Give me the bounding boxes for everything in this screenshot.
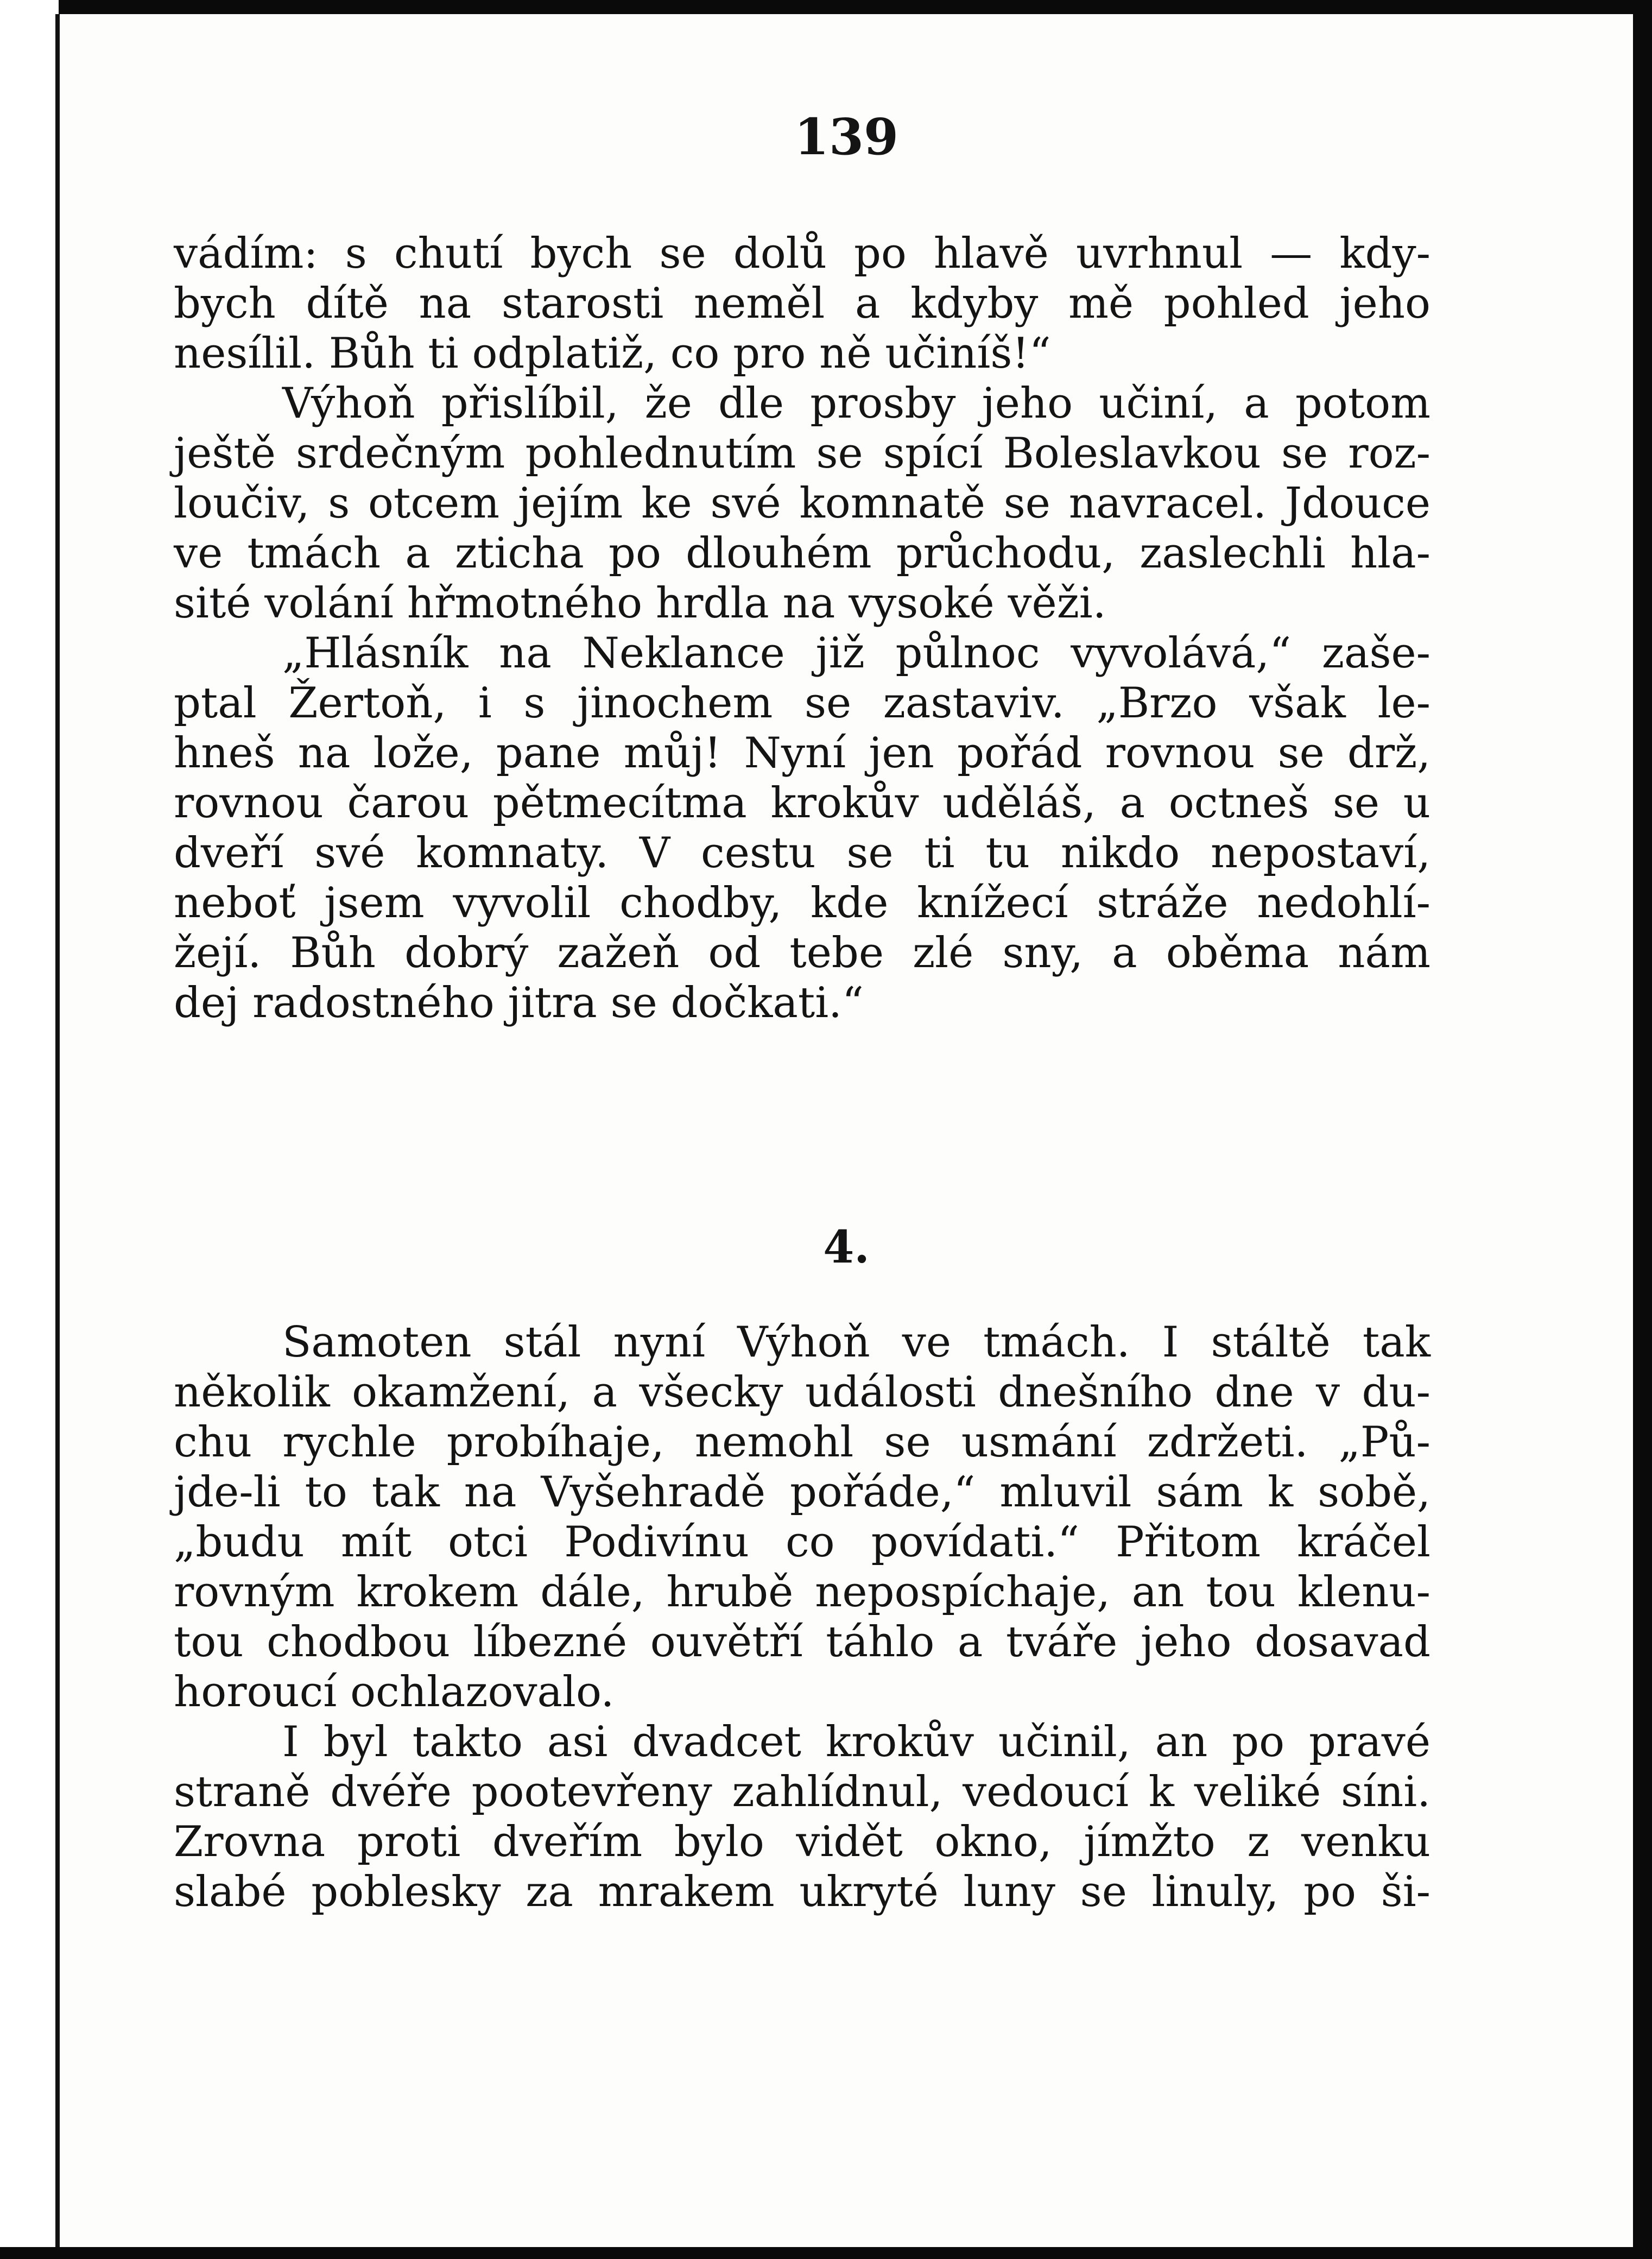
text-line: hneš na lože, pane můj! Nyní jen pořád rovnou se drž, [174, 729, 1431, 778]
paragraph-4 [174, 1317, 1431, 1717]
paragraph-3 [174, 628, 1431, 1028]
scan-margin-left [0, 0, 59, 2259]
text-line: Výhoň přislíbil, že dle prosby jeho učiní, a potom [282, 379, 1431, 428]
paragraph-2 [174, 378, 1431, 628]
text-line: vádím: s chutí bych se dolů po hlavě uvrhnul — kdy- [174, 229, 1431, 278]
page-number: 139 [794, 108, 899, 166]
text-line: „budu mít otci Podivínu co povídati.“ Přitom kráčel [174, 1518, 1431, 1567]
scan-border-bottom [0, 2247, 1652, 2259]
text-line: neboť jsem vyvolil chodby, kde knížecí stráže nedohlí- [174, 879, 1431, 927]
text-line: ve tmách a zticha po dlouhém průchodu, zaslechli hla- [174, 529, 1431, 578]
text-line: „Hlásník na Neklance již půlnoc vyvolává,“ zaše- [282, 629, 1431, 678]
scan-border-top [0, 0, 1652, 14]
paragraph-5 [174, 1717, 1431, 1917]
section-number: 4. [823, 1221, 870, 1273]
scan-border-right [1633, 0, 1652, 2259]
text-line: sité volání hřmotného hrdla na vysoké věži. [174, 579, 1106, 628]
text-line: chu rychle probíhaje, nemohl se usmání zdržeti. „Pů- [174, 1418, 1431, 1467]
text-line: slabé poblesky za mrakem ukryté luny se linuly, po ši- [174, 1867, 1431, 1916]
text-line: horoucí ochlazovalo. [174, 1668, 615, 1717]
text-line: tou chodbou líbezné ouvětří táhlo a tváře jeho dosavad [174, 1618, 1431, 1667]
text-line: I byl takto asi dvadcet krokův učinil, an po pravé [282, 1718, 1431, 1766]
text-line: Samoten stál nyní Výhoň ve tmách. I stáltě tak [282, 1318, 1431, 1367]
text-line: Zrovna proti dveřím bylo vidět okno, jímžto z venku [174, 1818, 1431, 1866]
text-line: loučiv, s otcem jejím ke své komnatě se navracel. Jdouce [174, 479, 1431, 528]
text-line: nesílil. Bůh ti odplatiž, co pro ně učiníš!“ [174, 329, 1051, 378]
text-line: ještě srdečným pohlednutím se spící Boleslavkou se roz- [174, 429, 1431, 478]
text-line: rovným krokem dále, hrubě nepospíchaje, an tou klenu- [174, 1568, 1431, 1617]
text-line: žejí. Bůh dobrý zažeň od tebe zlé sny, a oběma nám [174, 929, 1431, 977]
text-line: dej radostného jitra se dočkati.“ [174, 979, 864, 1027]
text-line: několik okamžení, a všecky události dnešního dne v du- [174, 1368, 1431, 1417]
book-page [60, 14, 1633, 2247]
text-line: ptal Žertoň, i s jinochem se zastaviv. „Brzo však le- [174, 679, 1431, 728]
text-line: rovnou čarou pětmecítma krokův uděláš, a octneš se u [174, 779, 1431, 828]
text-line: straně dvéře pootevřeny zahlídnul, vedoucí k veliké síni. [174, 1768, 1431, 1816]
scan-border-left [55, 14, 60, 2259]
text-line: bych dítě na starosti neměl a kdyby mě pohled jeho [174, 279, 1431, 328]
text-line: jde-li to tak na Vyšehradě pořáde,“ mluvil sám k sobě, [174, 1468, 1431, 1517]
text-line: dveří své komnaty. V cestu se ti tu nikdo nepostaví, [174, 829, 1431, 878]
paragraph-1 [174, 229, 1431, 378]
